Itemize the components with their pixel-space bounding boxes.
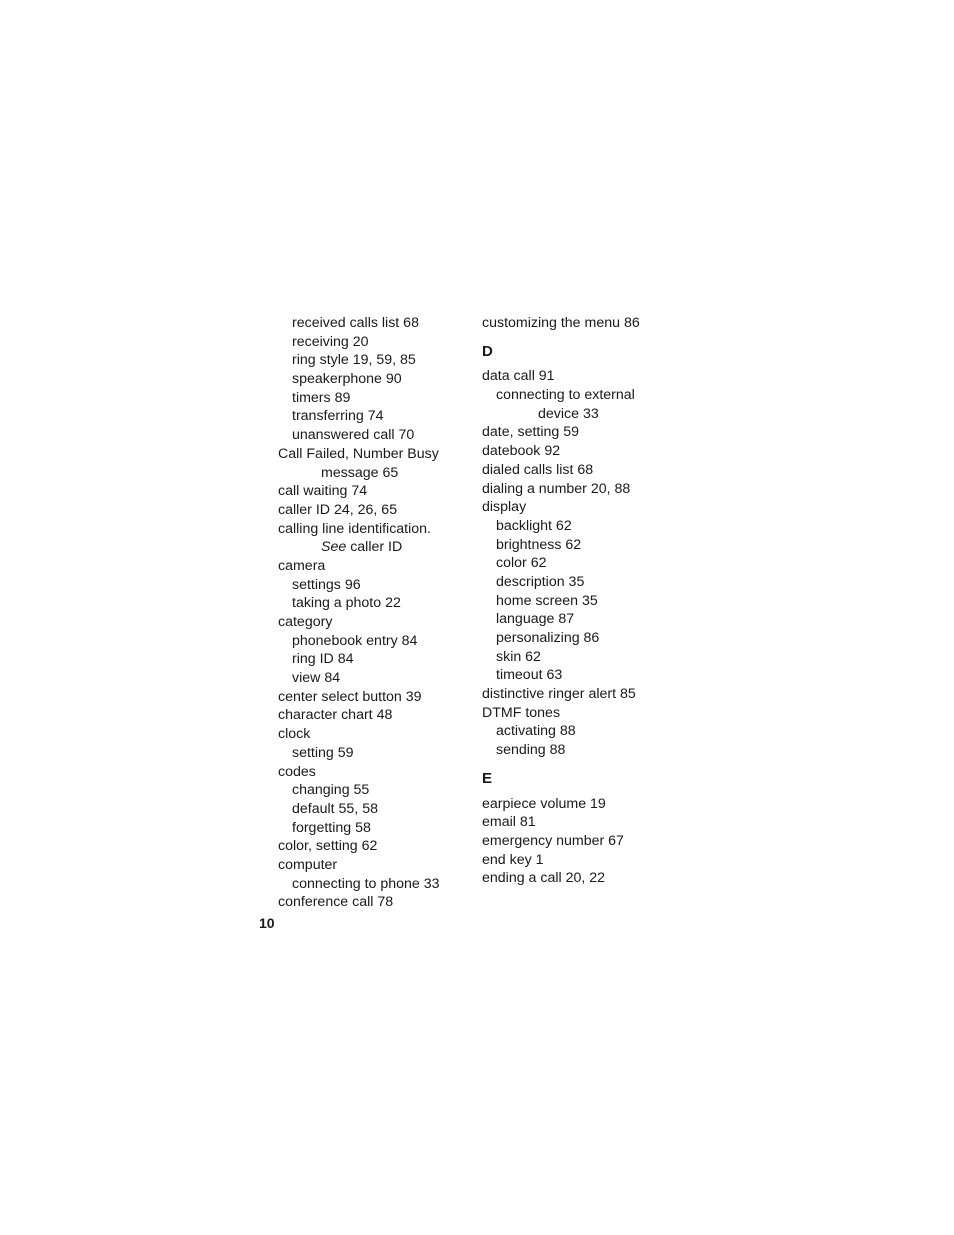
- index-subentry: description 35: [496, 573, 585, 590]
- index-entry: email 81: [482, 814, 536, 831]
- index-entry: customizing the menu 86: [482, 315, 640, 331]
- index-subentry: view 84: [292, 670, 341, 687]
- index-subentry: forgetting 58: [292, 819, 371, 836]
- index-subentry: unanswered call 70: [292, 427, 415, 444]
- index-entry: dialing a number 20, 88: [482, 480, 631, 497]
- index-entry: conference call 78: [278, 894, 394, 911]
- index-entry: [278, 538, 468, 557]
- index-subentry: ring style 19, 59, 85: [292, 352, 416, 369]
- index-subentry: personalizing 86: [496, 630, 600, 646]
- index-entry: date, setting 59: [482, 424, 580, 441]
- index-section-heading: D: [482, 342, 493, 360]
- index-subentry: receiving 20: [292, 333, 369, 350]
- index-entry: camera: [278, 557, 326, 574]
- cross-reference-label: See: [321, 539, 347, 556]
- index-entry: distinctive ringer alert 85: [482, 686, 636, 703]
- index-entry: caller ID 24, 26, 65: [278, 501, 398, 518]
- index-subentry: speakerphone 90: [292, 371, 402, 388]
- index-entry: data call 91: [482, 368, 555, 385]
- index-entry: Call Failed, Number Busy: [278, 445, 439, 462]
- index-entry: color, setting 62: [278, 838, 378, 855]
- index-entry: call waiting 74: [278, 483, 368, 500]
- index-entry-text: caller ID: [346, 539, 403, 556]
- index-subentry: taking a photo 22: [292, 595, 401, 612]
- index-entry: datebook 92: [482, 443, 561, 460]
- index-subentry: color 62: [496, 555, 547, 572]
- index-subentry: default 55, 58: [292, 800, 378, 817]
- index-column-right: [482, 314, 672, 888]
- index-subentry: transferring 74: [292, 408, 384, 425]
- index-subentry: received calls list 68: [292, 315, 419, 331]
- index-entry: earpiece volume 19: [482, 795, 606, 812]
- index-subentry: connecting to phone 33: [292, 875, 440, 892]
- index-subentry: connecting to external: [496, 387, 635, 404]
- index-subentry: timers 89: [292, 389, 351, 406]
- index-column-left: [278, 314, 468, 912]
- index-subentry: settings 96: [292, 576, 361, 593]
- index-entry: dialed calls list 68: [482, 461, 594, 478]
- index-entry: center select button 39: [278, 688, 422, 705]
- index-entry: calling line identification.: [278, 520, 432, 537]
- index-entry: display: [482, 499, 527, 516]
- index-subentry: skin 62: [496, 648, 541, 665]
- index-entry: emergency number 67: [482, 832, 624, 849]
- index-subentry: device 33: [538, 405, 599, 422]
- index-subentry: activating 88: [496, 723, 576, 740]
- index-section-heading: E: [482, 769, 493, 787]
- index-subentry: phonebook entry 84: [292, 632, 418, 649]
- index-entry: category: [278, 614, 333, 630]
- index-subentry: ring ID 84: [292, 651, 354, 668]
- index-entry: character chart 48: [278, 707, 393, 724]
- index-entry: DTMF tones: [482, 704, 561, 721]
- index-subentry: language 87: [496, 611, 575, 628]
- index-subentry: sending 88: [496, 742, 566, 759]
- index-entry: ending a call 20, 22: [482, 870, 606, 887]
- index-entry: end key 1: [482, 851, 544, 868]
- index-subentry: backlight 62: [496, 517, 572, 534]
- index-entry: message 65: [321, 464, 399, 481]
- index-entry: computer: [278, 856, 338, 873]
- index-subentry: home screen 35: [496, 592, 598, 609]
- index-entry: codes: [278, 763, 316, 780]
- page-number: 10: [259, 915, 275, 931]
- index-subentry: brightness 62: [496, 536, 582, 553]
- index-subentry: changing 55: [292, 782, 370, 799]
- index-entry: clock: [278, 726, 311, 743]
- index-subentry: timeout 63: [496, 667, 563, 684]
- index-subentry: setting 59: [292, 744, 354, 761]
